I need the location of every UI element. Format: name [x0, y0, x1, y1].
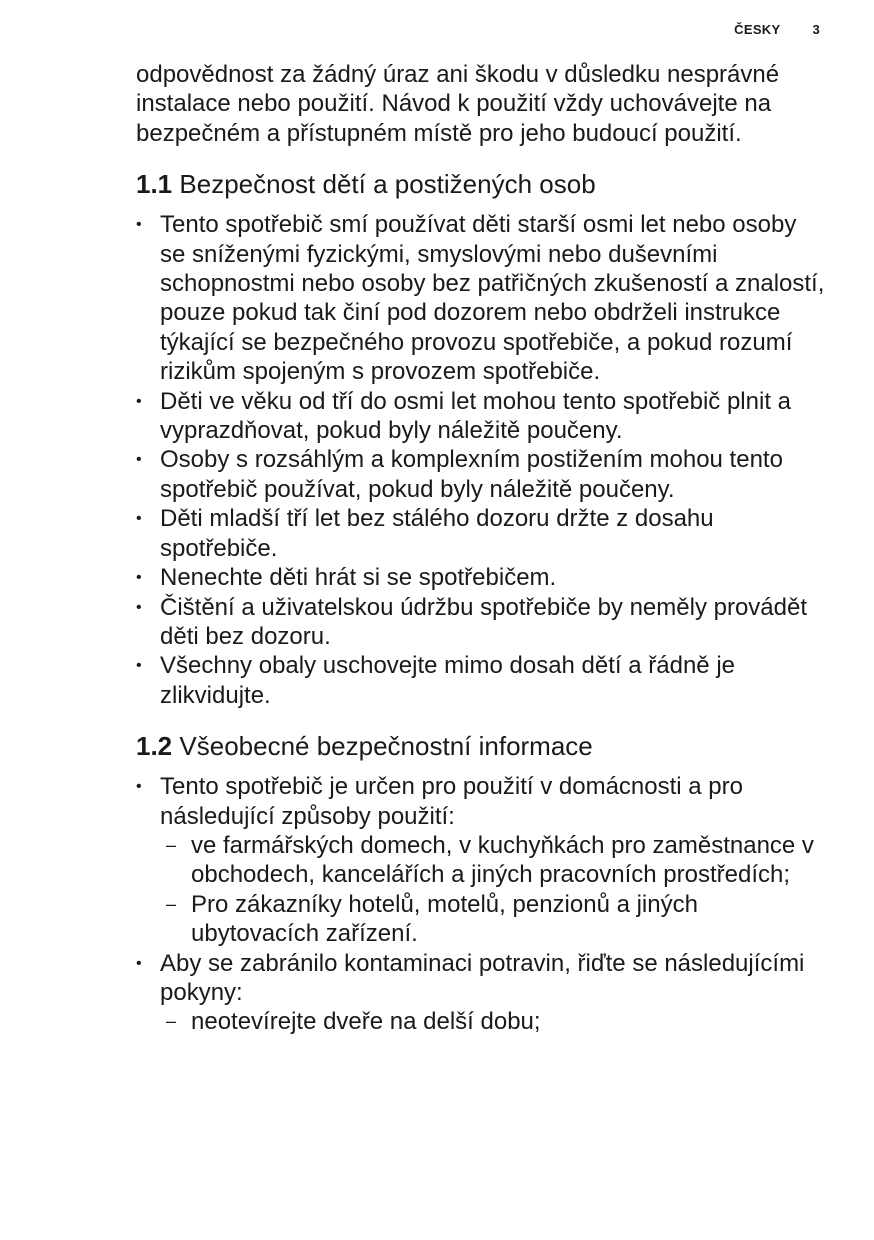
bullet-icon: • [136, 392, 142, 410]
list-item-text: Aby se zabránilo kontaminaci potravin, řiďte se následujícími pokyny: [160, 949, 805, 1006]
intro-paragraph-block [136, 60, 826, 148]
sub-list-item-text: ve farmářských domech, v kuchyňkách pro zaměstnance v obchodech, kancelářích a jiných pracovních prostředích; [191, 831, 814, 889]
sub-list-item [160, 1007, 826, 1036]
list-item [136, 593, 826, 652]
bullet-icon: • [136, 569, 142, 587]
section-heading-1-2 [136, 730, 826, 762]
sub-list-item-text: Pro zákazníky hotelů, motelů, penzionů a jiných ubytovacích zařízení. [191, 890, 698, 948]
list-item [136, 445, 826, 504]
sub-list [160, 831, 826, 949]
bullet-icon: • [136, 657, 142, 675]
page-content [136, 60, 826, 1037]
page-number: 3 [812, 22, 820, 37]
section-title: Všeobecné bezpečnostní informace [179, 731, 593, 762]
sub-list-item [160, 890, 826, 949]
list-item [136, 949, 826, 1037]
list-item [136, 563, 826, 592]
sub-list-item [160, 831, 826, 890]
list-item-text: Tento spotřebič smí používat děti starší osmi let nebo osoby se sníženými fyzickými, smyslovými nebo duševními schopnostmi nebo osoby bez patřičných zkušeností a znalostí, pouze pokud tak činí pod dozorem nebo obdrželi instrukce týkající se bezpečného provozu spotřebiče, a pokud rozumí rizikům spojeným s provozem spotřebiče. [160, 211, 825, 386]
list-item [136, 504, 826, 563]
list-item-text: Všechny obaly uschovejte mimo dosah dětí a řádně je zlikvidujte. [160, 652, 736, 709]
sub-list-item-text: neotevírejte dveře na delší dobu; [191, 1008, 541, 1036]
list-item-text: Děti ve věku od tří do osmi let mohou tento spotřebič plnit a vyprazdňovat, pokud byly náležitě poučeny. [160, 387, 791, 445]
intro-paragraph: odpovědnost za žádný úraz ani škodu v důsledku nesprávné instalace nebo použití. Návod k použití vždy uchovávejte na bezpečném a přístupném místě pro jeho budoucí použití. [136, 61, 780, 147]
list-item-text: Čištění a uživatelskou údržbu spotřebiče by neměly provádět děti bez dozoru. [160, 593, 808, 650]
list-item-text: Osoby s rozsáhlým a komplexním postižením mohou tento spotřebič používat, pokud byly náležitě poučeny. [160, 446, 783, 503]
section-number: 1.1 [136, 169, 173, 200]
section-heading-1-1 [136, 168, 826, 200]
list-item-text: Děti mladší tří let bez stálého dozoru držte z dosahu spotřebiče. [160, 505, 714, 562]
list-item [136, 387, 826, 446]
language-label: ČESKY [734, 22, 781, 37]
list-item-text: Nenechte děti hrát si se spotřebičem. [160, 564, 557, 592]
bullet-icon: • [136, 216, 142, 234]
section-title: Bezpečnost dětí a postižených osob [179, 169, 596, 200]
list-item-text: Tento spotřebič je určen pro použití v domácnosti a pro následující způsoby použití: [160, 773, 743, 830]
bullet-icon: • [136, 954, 142, 972]
bullet-icon: • [136, 778, 142, 796]
list-item [136, 772, 826, 948]
bullet-list-1-1 [136, 210, 826, 710]
dash-icon: – [166, 893, 177, 914]
page-header [700, 22, 820, 37]
bullet-icon: • [136, 451, 142, 469]
bullet-icon: • [136, 598, 142, 616]
list-item [136, 210, 826, 386]
list-item [136, 651, 826, 710]
bullet-list-1-2 [136, 772, 826, 1037]
dash-icon: – [166, 1011, 177, 1032]
section-number: 1.2 [136, 731, 173, 762]
bullet-icon: • [136, 510, 142, 528]
dash-icon: – [166, 834, 177, 855]
sub-list [160, 1007, 826, 1036]
